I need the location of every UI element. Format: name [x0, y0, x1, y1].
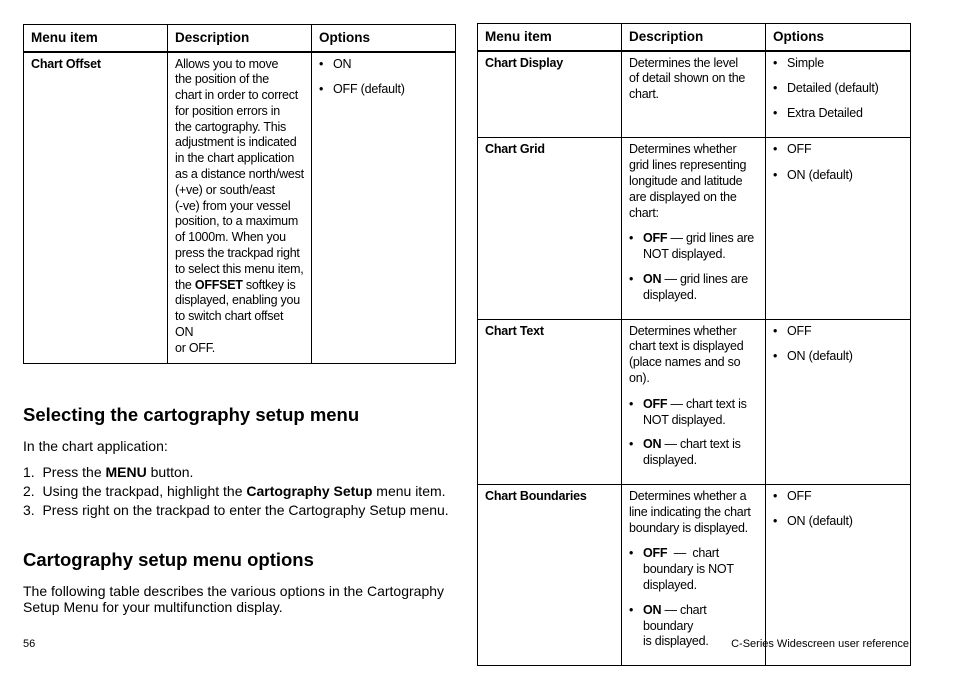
- bullet-text: — chart boundary: [643, 602, 707, 633]
- desc-line: on).: [629, 370, 650, 385]
- bullet-text: — grid lines are: [661, 271, 749, 286]
- menu-item-chart-grid: Chart Grid: [478, 138, 622, 319]
- step-number: 3.: [23, 502, 35, 518]
- desc-line: chart in order to correct: [175, 88, 298, 103]
- desc-line: chart.: [629, 87, 659, 102]
- chart-settings-table: [477, 23, 911, 666]
- options-chart-grid: [766, 138, 911, 319]
- desc-bullet: [629, 231, 758, 263]
- step-number: 2.: [23, 483, 35, 499]
- bullet-keyword: OFF: [643, 546, 668, 561]
- bullet-text: — chart text is: [661, 437, 741, 452]
- document-title: C-Series Widescreen user reference: [731, 638, 909, 650]
- menu-item-chart-offset: Chart Offset: [24, 52, 168, 364]
- desc-line: press the trackpad right: [175, 246, 300, 261]
- description-bullets: [629, 231, 758, 303]
- step-text: Using the trackpad, highlight the: [42, 483, 247, 499]
- option-item: • Simple: [773, 56, 903, 72]
- desc-line: Determines whether: [629, 323, 737, 338]
- desc-line: (place names and so: [629, 355, 741, 370]
- desc-line: (-ve) from your vessel: [175, 198, 291, 213]
- desc-text: the: [175, 277, 195, 292]
- option-item: • ON (default): [773, 514, 903, 530]
- options-list: [773, 324, 903, 365]
- step-item: [23, 464, 449, 483]
- options-list: [773, 489, 903, 530]
- bullet-keyword: ON: [643, 271, 662, 286]
- option-item: • Detailed (default): [773, 81, 903, 97]
- steps-list: [23, 464, 449, 521]
- desc-line: to select this menu item,: [175, 261, 304, 276]
- desc-line: as a distance north/west: [175, 167, 304, 182]
- description-bullets: [629, 397, 758, 469]
- table-header-row: [24, 25, 456, 52]
- option-item: • ON (default): [773, 349, 903, 365]
- bullet-text: displayed.: [643, 577, 697, 592]
- options-chart-display: [766, 51, 911, 138]
- desc-line: the cartography. This: [175, 119, 287, 134]
- desc-line: position, to a maximum: [175, 214, 299, 229]
- desc-line-offset: [175, 278, 304, 294]
- description-chart-grid: [622, 138, 766, 319]
- description-chart-offset: [168, 52, 312, 364]
- desc-line: (+ve) or south/east: [175, 182, 275, 197]
- desc-line: of detail shown on the: [629, 71, 746, 86]
- step-bold: Cartography Setup: [246, 483, 373, 499]
- bullet-text: boundary is NOT: [643, 562, 734, 577]
- desc-line: line indicating the chart: [629, 504, 751, 519]
- desc-line: for position errors in: [175, 103, 280, 118]
- bullet-keyword: OFF: [643, 231, 668, 246]
- step-number: 1.: [23, 464, 35, 480]
- table-row: [478, 138, 911, 319]
- table-row: [24, 52, 456, 364]
- step-bold: MENU: [105, 464, 147, 480]
- section-body: [23, 583, 444, 615]
- desc-bullet: [629, 437, 758, 469]
- bullet-text: displayed.: [643, 453, 697, 468]
- option-item: • OFF: [773, 489, 903, 505]
- section-heading-setup-options: Cartography setup menu options: [23, 549, 314, 570]
- page-number: 56: [23, 638, 36, 650]
- bullet-text: displayed.: [643, 287, 697, 302]
- bullet-text: NOT displayed.: [643, 247, 726, 262]
- table-row: [478, 51, 911, 138]
- offset-softkey-label: OFFSET: [194, 277, 243, 292]
- options-list: [773, 56, 903, 122]
- desc-line: the position of the: [175, 72, 269, 87]
- bullet-text: — chart: [667, 546, 719, 561]
- desc-line: Determines the level: [629, 55, 738, 70]
- description-chart-display: [622, 51, 766, 138]
- header-menu-item: Menu item: [24, 25, 168, 52]
- desc-line: adjustment is indicated: [175, 135, 297, 150]
- option-item: • OFF: [773, 324, 903, 340]
- desc-line: displayed, enabling you: [175, 293, 300, 308]
- table-row: [478, 319, 911, 484]
- desc-line: of 1000m. When you: [175, 230, 286, 245]
- header-description: Description: [168, 25, 312, 52]
- option-item: • Extra Detailed: [773, 106, 903, 122]
- description-chart-text: [622, 319, 766, 484]
- section-intro: In the chart application:: [23, 438, 168, 454]
- option-item: • ON (default): [773, 168, 903, 184]
- step-item: [23, 483, 449, 502]
- desc-line: in the chart application: [175, 151, 295, 166]
- desc-line: to switch chart offset ON: [175, 309, 284, 340]
- step-text: button.: [146, 464, 194, 480]
- options-list: [319, 57, 448, 98]
- header-options: Options: [766, 24, 911, 51]
- option-item: • ON: [319, 57, 448, 73]
- chart-offset-table: [23, 24, 456, 364]
- option-item: • OFF (default): [319, 82, 448, 98]
- options-chart-text: [766, 319, 911, 484]
- desc-line: Allows you to move: [175, 56, 279, 71]
- header-description: Description: [622, 24, 766, 51]
- desc-line: Determines whether: [629, 142, 737, 157]
- description-bullets: [629, 546, 758, 650]
- bullet-keyword: ON: [643, 602, 662, 617]
- bullet-text: — chart text is: [667, 396, 747, 411]
- bullet-keyword: OFF: [643, 396, 668, 411]
- header-menu-item: Menu item: [478, 24, 622, 51]
- section-heading-selecting-menu: Selecting the cartography setup menu: [23, 404, 360, 425]
- option-item: • OFF: [773, 142, 903, 158]
- menu-item-chart-display: Chart Display: [478, 51, 622, 138]
- body-line: The following table describes the various options in the Cartography: [23, 583, 445, 599]
- desc-bullet: [629, 546, 758, 593]
- header-options: Options: [312, 25, 456, 52]
- step-text: Press right on the trackpad to enter the Cartography Setup menu.: [42, 502, 449, 518]
- desc-line: chart text is displayed: [629, 339, 744, 354]
- bullet-text: NOT displayed.: [643, 412, 726, 427]
- bullet-keyword: ON: [643, 437, 662, 452]
- options-chart-offset: [312, 52, 456, 364]
- desc-line: grid lines representing: [629, 158, 747, 173]
- menu-item-chart-text: Chart Text: [478, 319, 622, 484]
- step-item: [23, 502, 449, 521]
- desc-line: or OFF.: [175, 340, 215, 355]
- desc-line: are displayed on the: [629, 189, 737, 204]
- desc-bullet: [629, 397, 758, 429]
- step-text: Press the: [42, 464, 106, 480]
- table-header-row: [478, 24, 911, 51]
- desc-line: Determines whether a: [629, 488, 747, 503]
- body-line: Setup Menu for your multifunction display.: [23, 599, 283, 615]
- desc-line: boundary is displayed.: [629, 520, 748, 535]
- options-list: [773, 142, 903, 183]
- menu-item-chart-boundaries: Chart Boundaries: [478, 484, 622, 665]
- step-text: menu item.: [372, 483, 446, 499]
- desc-line: longitude and latitude: [629, 173, 743, 188]
- desc-line: chart:: [629, 205, 659, 220]
- bullet-text: is displayed.: [643, 634, 709, 649]
- desc-text: softkey is: [242, 277, 296, 292]
- bullet-text: — grid lines are: [667, 231, 755, 246]
- desc-bullet: [629, 272, 758, 304]
